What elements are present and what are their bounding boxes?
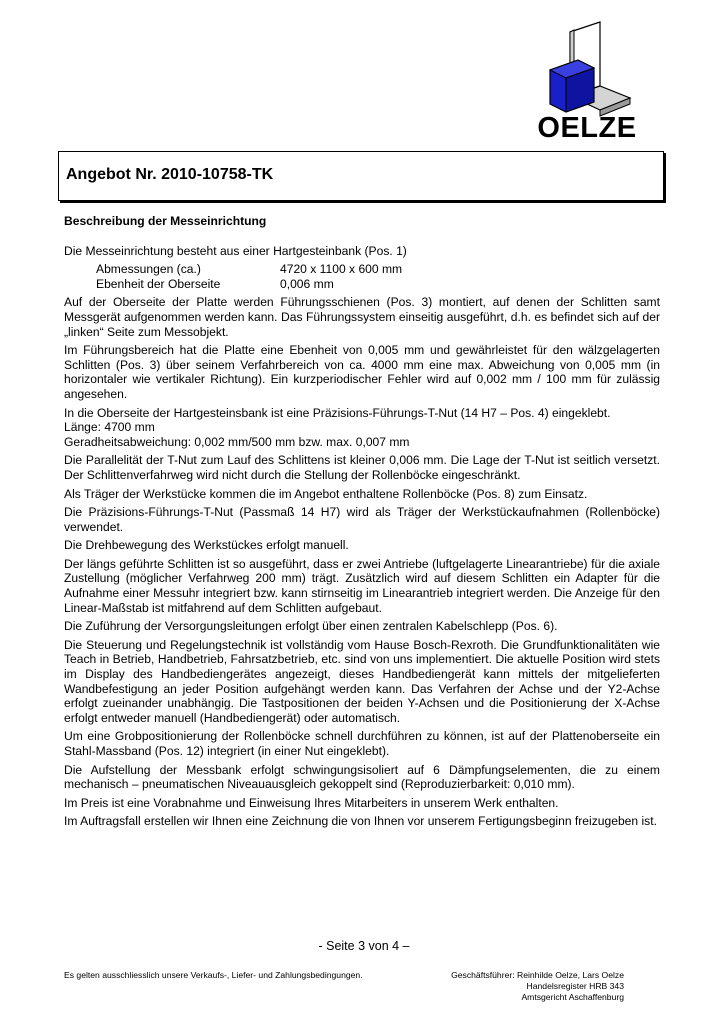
spec-label: Ebenheit der Oberseite (96, 276, 221, 291)
document-body (64, 214, 660, 833)
paragraph-tnut (64, 406, 660, 450)
footer-company-info (451, 970, 624, 1003)
paragraph: Die Drehbewegung des Werkstückes erfolgt manuell. (64, 538, 349, 553)
spec-label: Abmessungen (ca.) (96, 262, 201, 277)
paragraph: Die Steuerung und Regelungstechnik ist vollständig vom Hause Bosch-Rexroth. Die Grundfunktionalitäten wie Teach in Betrieb, Handbetrieb, Fahrsatzbetrieb, etc. sind von uns implementiert. Die aktuelle Position wird stets im Display des Handbediengerätes angezeigt, dieses Handbediengerät kann mittels der mitgelieferten Wandbefestigung an jeder Position aufgehängt werden kann. Das Verfahren der Achse und der Y2-Achse erfolgt zueinander unabhängig. Die Tastpositionen der beiden Y-Achsen und die Positionierung der X-Achse erfolgt entweder manuell (Handbediengerät) oder automatisch. (64, 637, 660, 725)
paragraph: Der längs geführte Schlitten ist so ausgeführt, dass er zwei Antriebe (luftgelagerte Linearantriebe) für die axiale Zustellung (möglicher Verfahrweg 200 mm) trägt. Zusätzlich wird auf diesem Schlitten ein Adapter für die Aufnahme einer Messuhr integriert bzw. kann stirnseitig im Linearantrieb integriert werden. Die Anzeige für den Linear-Maßstab ist mitfahrend auf dem Schlitten aufgebaut. (64, 556, 660, 615)
spec-value: 4720 x 1100 x 600 mm (280, 262, 403, 277)
spec-table (96, 262, 402, 291)
paragraph: Als Träger der Werkstücke kommen die im Angebot enthaltene Rollenböcke (Pos. 8) zum Einsatz. (64, 486, 588, 501)
footer-managers: Geschäftsführer: Reinhilde Oelze, Lars Oelze (451, 970, 624, 980)
section-heading: Beschreibung der Messeinrichtung (64, 214, 267, 228)
footer-register: Handelsregister HRB 343 (526, 981, 624, 991)
paragraph: Die Zuführung der Versorgungsleitungen erfolgt über einen zentralen Kabelschlepp (Pos. 6). (64, 619, 558, 634)
spec-row (96, 262, 402, 277)
tnut-line: In die Oberseite der Hartgesteinsbank ist eine Präzisions-Führungs-T-Nut (14 H7 – Pos. 4) eingeklebt. (64, 405, 611, 420)
company-name: OELZE (537, 112, 637, 144)
footer-court: Amtsgericht Aschaffenburg (521, 992, 624, 1002)
spec-value: 0,006 mm (280, 276, 334, 291)
paragraph: Die Parallelität der T-Nut zum Lauf des Schlittens ist kleiner 0,006 mm. Die Lage der T-Nut ist seitlich versetzt. Der Schlittenverfahrweg wird nicht durch die Stellung der Rollenböcke eingeschränkt. (64, 453, 660, 482)
intro-paragraph: Die Messeinrichtung besteht aus einer Hartgesteinbank (Pos. 1) (64, 243, 407, 258)
paragraph: Im Auftragsfall erstellen wir Ihnen eine Zeichnung die von Ihnen vor unserem Fertigungsbeginn freizugeben ist. (64, 814, 657, 829)
tnut-length: Länge: 4700 mm (64, 420, 155, 435)
footer-terms: Es gelten ausschliesslich unsere Verkaufs-, Liefer- und Zahlungsbedingungen. (64, 970, 363, 980)
offer-title-box (58, 151, 664, 201)
spec-row (96, 277, 402, 292)
page-number: - Seite 3 von 4 – (318, 939, 410, 953)
tnut-straightness: Geradheitsabweichung: 0,002 mm/500 mm bzw. max. 0,007 mm (64, 434, 410, 449)
paragraph: Auf der Oberseite der Platte werden Führungsschienen (Pos. 3) montiert, auf denen der Schlitten samt Messgerät aufgenommen werden kann. Das Führungssystem einseitig ausgeführt, d.h. es befindet sich auf der „linken“ Seite zum Messobjekt. (64, 295, 660, 339)
paragraph: Die Aufstellung der Messbank erfolgt schwingungsisoliert auf 6 Dämpfungselementen, die zu einem mechanisch – pneumatischen Niveauausgleich gekoppelt sind (Reproduzierbarkeit: 0,010 mm). (64, 762, 660, 792)
paragraph: Im Preis ist eine Vorabnahme und Einweisung Ihres Mitarbeiters in unserem Werk enthalten. (64, 795, 559, 810)
paragraph: Im Führungsbereich hat die Platte eine Ebenheit von 0,005 mm und gewährleistet für den wälzgelagerten Schlitten (Pos. 3) über seinem Verfahrbereich von ca. 4000 mm eine max. Abweichung von 0,005 mm (in horizontaler wie vertikaler Richtung). Ein kurzperiodischer Fehler wird auf 0,002 mm / 100 mm für zulässig angesehen. (64, 343, 660, 401)
offer-title: Angebot Nr. 2010-10758-TK (66, 166, 274, 183)
paragraph: Um eine Grobpositionierung der Rollenböcke schnell durchführen zu können, ist auf der Plattenoberseite ein Stahl-Massband (Pos. 12) integriert (in einer Nut eingeklebt). (64, 729, 660, 758)
paragraph: Die Präzisions-Führungs-T-Nut (Passmaß 14 H7) wird als Träger der Werkstückaufnahmen (Rollenböcke) verwendet. (64, 505, 660, 534)
